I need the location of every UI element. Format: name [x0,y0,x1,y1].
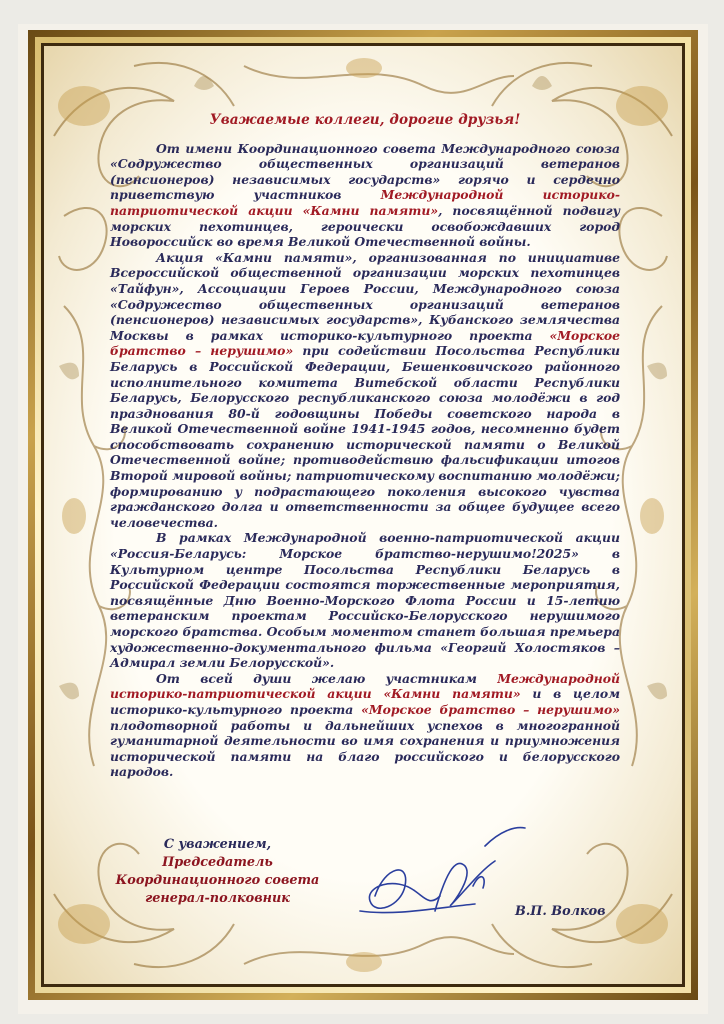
paragraph-2-highlight: «Морское братство – нерушимо» [110,327,620,359]
paragraph-1-highlight: Международной историко-патриотической акции «Камни памяти» [110,187,621,218]
handwritten-signature [355,816,535,926]
signatory-name: В.П. Волков [515,904,606,919]
paragraph-4-highlight-2: «Морское братство – нерушимо» [361,701,621,717]
paragraph-4-text-c: и в целом историко-культурного проекта [110,686,620,717]
position-line-2: Координационного совета [115,873,320,888]
paragraph-4 [110,671,620,780]
paragraph-2 [110,250,620,531]
paragraph-1-text-a: От имени Координационного совета Международного союза «Содружество общественных организаций ветеранов (пенсионеров) независимых государств» горячо и сердечно приветствую участников [110,140,620,203]
paragraph-4-text-a: От всей души желаю участникам [156,670,498,686]
position-line-1: Председатель [162,855,273,870]
paragraph-4-text-e: плодотворной работы и дальнейших успехов в многогранной гуманитарной деятельности во имя сохранения и приумножения исторической памяти на благо российского и белорусского народов. [110,717,620,780]
letter-body [110,113,620,780]
rank: генерал-полковник [145,891,290,906]
signatory-title [110,836,325,908]
signature-block [110,836,630,936]
paragraph-1-text-c: , посвящённой подвигу морских пехотинцев, героически освобождавших город Новороссийск во время Великой Отечественной войны. [110,202,620,250]
paragraph-4-highlight-1: Международной историко-патриотической акции «Камни памяти» [110,670,620,702]
paragraph-2-text-a: Акция «Камни памяти», организованная по инициативе Всероссийской общественной организации морских пехотинцев «Тайфун», Ассоциации Героев России, Международного союза «Содружество общественных организаций ветеранов (пенсионеров) независимых государств», Кубанского землячества Москвы в рамках историко-культурного проекта [110,249,620,343]
paragraph-2-text-c: при содействии Посольства Республики Беларусь в Российской Федерации, Бешенковичского районного исполнительного комитета Витебской области Республики Беларусь, Белорусского республиканского союза молодёжи в год празднования 80-й годовщины Победы советского народа в Великой Отечественной войне 1941-1945 годов, несомненно будет способствовать сохранению исторической памяти о Великой Отечественной войне; противодействию фальсификации итогов Второй мировой войны; патриотическому воспитанию молодёжи; формированию у подрастающего поколения высокого чувства гражданского долга и ответственности за общее будущее всего человечества. [110,343,620,530]
paragraph-1 [110,141,620,250]
paragraph-3: В рамках Международной военно-патриотической акции «Россия-Беларусь: Морское братство-нерушимо!2025» в Культурном центре Посольства Республики Беларусь в Российской Федерации состоятся торжественные мероприятия, посвящённые Дню Военно-Морского Флота России и 15-летию ветеранским проектам Российско-Белорусского нерушимого морского братства. Особым моментом станет большая премьера художественно-документального фильма «Георгий Холостяков – Адмирал земли Белорусской». [110,530,620,671]
salutation: Уважаемые коллеги, дорогие друзья! [209,112,521,128]
closing: С уважением, [163,837,272,852]
